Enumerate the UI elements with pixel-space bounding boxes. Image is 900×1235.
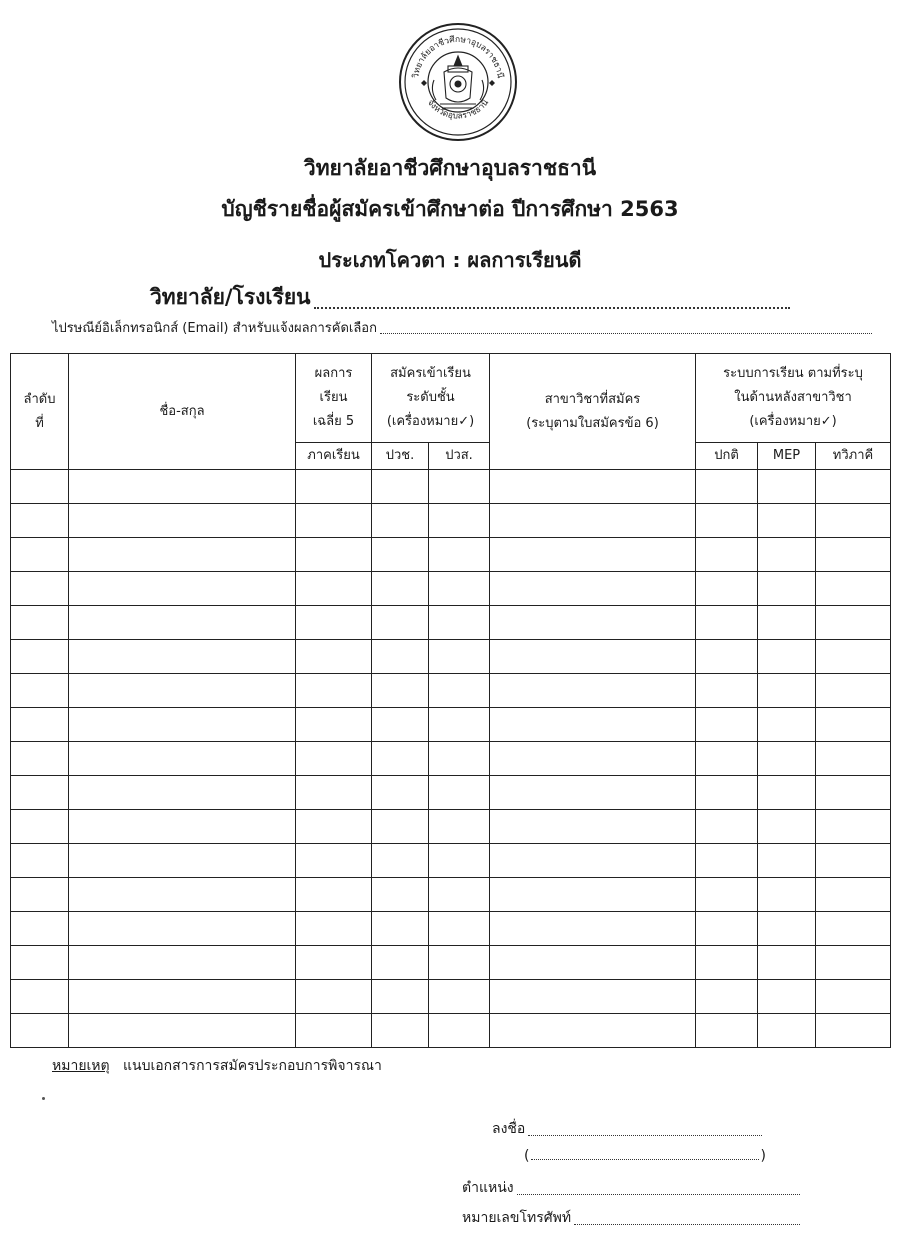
table-cell[interactable] [372, 912, 429, 946]
table-cell[interactable] [758, 674, 816, 708]
header-major [490, 354, 696, 470]
printed-name-field[interactable] [524, 1148, 766, 1164]
header-level [372, 354, 490, 443]
table-cell[interactable] [69, 504, 296, 538]
table-cell[interactable] [296, 1014, 372, 1048]
list-title: บัญชีรายชื่อผู้สมัครเข้าศึกษาต่อ ปีการศึกษา 2563 [221, 197, 679, 221]
table-row [11, 844, 891, 878]
email-dotted-line[interactable] [380, 333, 872, 334]
header-major-line1: สาขาวิชาที่สมัคร [544, 391, 641, 407]
phone-dotted-line[interactable] [574, 1224, 800, 1225]
table-cell[interactable] [296, 572, 372, 606]
table-cell[interactable] [758, 504, 816, 538]
table-cell[interactable] [490, 572, 696, 606]
table-cell[interactable] [296, 810, 372, 844]
table-cell[interactable] [429, 980, 490, 1014]
table-row [11, 810, 891, 844]
header-grade-line2: เรียน [319, 390, 348, 405]
table-cell[interactable] [758, 946, 816, 980]
table-body [11, 470, 891, 1048]
table-cell[interactable] [11, 674, 69, 708]
table-cell[interactable] [372, 1014, 429, 1048]
table-cell[interactable] [11, 640, 69, 674]
table-row [11, 912, 891, 946]
table-cell[interactable] [490, 606, 696, 640]
table-row [11, 1014, 891, 1048]
table-cell[interactable] [490, 810, 696, 844]
table-cell[interactable] [372, 878, 429, 912]
table-cell[interactable] [490, 912, 696, 946]
seal-text-top: วิทยาลัยอาชีวศึกษาอุบลราชธานี [411, 34, 505, 79]
table-cell[interactable] [69, 1014, 296, 1048]
table-cell[interactable] [490, 1014, 696, 1048]
header-level-line3: (เครื่องหมาย✓) [386, 414, 475, 429]
table-cell[interactable] [69, 708, 296, 742]
table-cell[interactable] [816, 980, 891, 1014]
table-cell[interactable] [69, 538, 296, 572]
table-cell[interactable] [69, 810, 296, 844]
table-cell[interactable] [490, 844, 696, 878]
table-cell[interactable] [758, 606, 816, 640]
table-cell[interactable] [816, 1014, 891, 1048]
printed-name-dotted-line[interactable] [531, 1159, 758, 1160]
remark [52, 1055, 382, 1077]
table-cell[interactable] [69, 844, 296, 878]
table-cell[interactable] [758, 980, 816, 1014]
table-row [11, 742, 891, 776]
table-row [11, 606, 891, 640]
table-cell[interactable] [11, 946, 69, 980]
position-label: ตำแหน่ง [462, 1180, 514, 1196]
header-grade [296, 354, 372, 443]
table-cell[interactable] [490, 640, 696, 674]
table-cell[interactable] [696, 912, 758, 946]
table-cell[interactable] [696, 946, 758, 980]
header-order-line2: ที่ [35, 415, 44, 431]
table-cell[interactable] [816, 742, 891, 776]
table-cell[interactable] [429, 946, 490, 980]
table-cell[interactable] [490, 674, 696, 708]
table-cell[interactable] [11, 470, 69, 504]
signature-dotted-line[interactable] [528, 1135, 762, 1136]
table-cell[interactable] [429, 470, 490, 504]
table-cell[interactable] [758, 912, 816, 946]
table-cell[interactable] [758, 708, 816, 742]
email-field[interactable] [52, 317, 872, 338]
phone-field[interactable] [462, 1207, 800, 1229]
header-grade-line1: ผลการ [314, 366, 353, 381]
table-cell[interactable] [490, 980, 696, 1014]
table-cell[interactable] [372, 980, 429, 1014]
table-cell[interactable] [490, 470, 696, 504]
header-grade-terms: ภาคเรียน [296, 443, 372, 470]
table-cell[interactable] [816, 708, 891, 742]
table-cell[interactable] [69, 470, 296, 504]
table-row [11, 470, 891, 504]
header-level-line1: สมัครเข้าเรียน [390, 366, 471, 381]
phone-label: หมายเลขโทรศัพท์ [462, 1210, 572, 1226]
remark-text: แนบเอกสารการสมัครประกอบการพิจารณา [123, 1058, 382, 1074]
table-cell[interactable] [69, 572, 296, 606]
table-cell[interactable] [490, 742, 696, 776]
table-cell[interactable] [429, 640, 490, 674]
table-cell[interactable] [11, 878, 69, 912]
table-cell[interactable] [490, 946, 696, 980]
table-cell[interactable] [816, 538, 891, 572]
table-cell[interactable] [296, 640, 372, 674]
email-label: ไปรษณีย์อิเล็กทรอนิกส์ (Email) สำหรับแจ้งผลการคัดเลือก [52, 321, 377, 336]
table-cell[interactable] [69, 742, 296, 776]
table-cell[interactable] [296, 504, 372, 538]
table-row [11, 538, 891, 572]
table-cell[interactable] [372, 538, 429, 572]
table-cell[interactable] [816, 946, 891, 980]
table-cell[interactable] [429, 674, 490, 708]
table-cell[interactable] [69, 912, 296, 946]
college-name: วิทยาลัยอาชีวศึกษาอุบลราชธานี [303, 156, 597, 180]
signature-label: ลงชื่อ [492, 1121, 526, 1137]
header-order [11, 354, 69, 470]
table-cell[interactable] [816, 606, 891, 640]
table-cell[interactable] [11, 572, 69, 606]
table-cell[interactable] [11, 606, 69, 640]
table-cell[interactable] [696, 742, 758, 776]
school-field[interactable] [150, 281, 790, 314]
table-cell[interactable] [372, 674, 429, 708]
table-cell[interactable] [11, 708, 69, 742]
table-cell[interactable] [816, 878, 891, 912]
table-cell[interactable] [758, 538, 816, 572]
table-row [11, 572, 891, 606]
table-cell[interactable] [429, 844, 490, 878]
table-cell[interactable] [372, 810, 429, 844]
header-name: ชื่อ-สกุล [69, 354, 296, 470]
table-cell[interactable] [696, 776, 758, 810]
svg-text:จังหวัดอุบลราชธานี [425, 97, 491, 121]
table-cell[interactable] [372, 946, 429, 980]
school-label: วิทยาลัย/โรงเรียน [150, 285, 311, 309]
table-cell[interactable] [69, 606, 296, 640]
table-cell[interactable] [758, 470, 816, 504]
table-cell[interactable] [696, 470, 758, 504]
header-level-vocational: ปวช. [372, 443, 429, 470]
table-row [11, 878, 891, 912]
table-cell[interactable] [816, 572, 891, 606]
table-cell[interactable] [758, 810, 816, 844]
seal-text-bottom: จังหวัดอุบลราชธานี [424, 97, 492, 122]
table-cell[interactable] [372, 572, 429, 606]
table-cell[interactable] [296, 980, 372, 1014]
table-cell[interactable] [372, 742, 429, 776]
table-cell[interactable] [11, 1014, 69, 1048]
table-cell[interactable] [816, 912, 891, 946]
header-system-dual: ทวิภาคี [816, 443, 891, 470]
header-system-mep: MEP [758, 443, 816, 470]
table-cell[interactable] [11, 810, 69, 844]
table-cell[interactable] [372, 606, 429, 640]
table-cell[interactable] [696, 1014, 758, 1048]
table-cell[interactable] [69, 980, 296, 1014]
table-cell[interactable] [816, 504, 891, 538]
table-cell[interactable] [696, 640, 758, 674]
table-cell[interactable] [296, 470, 372, 504]
paren-open: ( [524, 1148, 530, 1164]
college-seal-logo [396, 20, 520, 144]
applicant-table [10, 353, 891, 1048]
table-cell[interactable] [758, 776, 816, 810]
table-cell[interactable] [372, 504, 429, 538]
table-cell[interactable] [816, 674, 891, 708]
table-cell[interactable] [696, 572, 758, 606]
table-cell[interactable] [372, 844, 429, 878]
table-cell[interactable] [69, 776, 296, 810]
table-cell[interactable] [490, 504, 696, 538]
table-cell[interactable] [296, 946, 372, 980]
table-cell[interactable] [696, 538, 758, 572]
header-major-line2: (ระบุตามใบสมัครข้อ 6) [526, 415, 659, 431]
table-cell[interactable] [296, 878, 372, 912]
table-cell[interactable] [490, 878, 696, 912]
table-cell[interactable] [296, 912, 372, 946]
table-row [11, 504, 891, 538]
table-cell[interactable] [816, 776, 891, 810]
table-row [11, 776, 891, 810]
table-cell[interactable] [696, 844, 758, 878]
paren-close: ) [760, 1148, 766, 1164]
table-cell[interactable] [429, 878, 490, 912]
table-cell[interactable] [11, 504, 69, 538]
table-cell[interactable] [696, 606, 758, 640]
header-system-normal: ปกติ [696, 443, 758, 470]
position-dotted-line[interactable] [517, 1194, 800, 1195]
remark-label: หมายเหตุ [52, 1058, 110, 1074]
table-cell[interactable] [11, 980, 69, 1014]
table-cell[interactable] [429, 606, 490, 640]
table-row [11, 640, 891, 674]
table-cell[interactable] [696, 810, 758, 844]
header-system-line3: (เครื่องหมาย✓) [749, 414, 837, 429]
table-cell[interactable] [69, 674, 296, 708]
table-cell[interactable] [69, 640, 296, 674]
table-cell[interactable] [758, 742, 816, 776]
table-cell[interactable] [11, 538, 69, 572]
table-cell[interactable] [11, 776, 69, 810]
table-cell[interactable] [490, 538, 696, 572]
table-cell[interactable] [816, 470, 891, 504]
table-cell[interactable] [296, 776, 372, 810]
table-cell[interactable] [816, 844, 891, 878]
scan-speck [42, 1097, 45, 1100]
table-cell[interactable] [296, 606, 372, 640]
table-cell[interactable] [816, 640, 891, 674]
table-cell[interactable] [490, 708, 696, 742]
table-cell[interactable] [696, 980, 758, 1014]
table-cell[interactable] [429, 776, 490, 810]
header-level-high-vocational: ปวส. [429, 443, 490, 470]
table-cell[interactable] [372, 470, 429, 504]
header-system-line2: ในด้านหลังสาขาวิชา [734, 390, 852, 405]
table-cell[interactable] [758, 1014, 816, 1048]
table-cell[interactable] [69, 878, 296, 912]
table-cell[interactable] [11, 844, 69, 878]
table-cell[interactable] [816, 810, 891, 844]
table-cell[interactable] [696, 674, 758, 708]
table-cell[interactable] [372, 640, 429, 674]
table-cell[interactable] [296, 674, 372, 708]
table-cell[interactable] [429, 912, 490, 946]
table-cell[interactable] [372, 708, 429, 742]
table-cell[interactable] [758, 572, 816, 606]
table-cell[interactable] [296, 844, 372, 878]
table-cell[interactable] [758, 878, 816, 912]
table-cell[interactable] [69, 946, 296, 980]
header-system-line1: ระบบการเรียน ตามที่ระบุ [723, 366, 863, 381]
position-field[interactable] [462, 1177, 800, 1199]
header-level-line2: ระดับชั้น [406, 390, 455, 405]
table-cell[interactable] [429, 708, 490, 742]
table-cell[interactable] [429, 504, 490, 538]
table-cell[interactable] [758, 844, 816, 878]
table-cell[interactable] [696, 878, 758, 912]
table-cell[interactable] [429, 1014, 490, 1048]
table-row [11, 674, 891, 708]
table-cell[interactable] [372, 776, 429, 810]
header-order-line1: ลำดับ [23, 391, 56, 407]
table-cell[interactable] [296, 708, 372, 742]
table-cell[interactable] [429, 538, 490, 572]
table-cell[interactable] [429, 742, 490, 776]
table-cell[interactable] [758, 640, 816, 674]
header-system [696, 354, 891, 443]
table-cell[interactable] [429, 810, 490, 844]
table-row [11, 708, 891, 742]
table-cell[interactable] [696, 504, 758, 538]
table-cell[interactable] [429, 572, 490, 606]
school-dotted-line[interactable] [314, 307, 790, 309]
header-grade-line3: เฉลี่ย 5 [312, 414, 355, 429]
table-row [11, 980, 891, 1014]
table-cell[interactable] [696, 708, 758, 742]
table-cell[interactable] [296, 742, 372, 776]
signature-field[interactable] [492, 1118, 762, 1140]
table-cell[interactable] [296, 538, 372, 572]
table-cell[interactable] [490, 776, 696, 810]
table-cell[interactable] [11, 912, 69, 946]
quota-title: ประเภทโควตา : ผลการเรียนดี [318, 248, 582, 272]
table-cell[interactable] [11, 742, 69, 776]
table-row [11, 946, 891, 980]
